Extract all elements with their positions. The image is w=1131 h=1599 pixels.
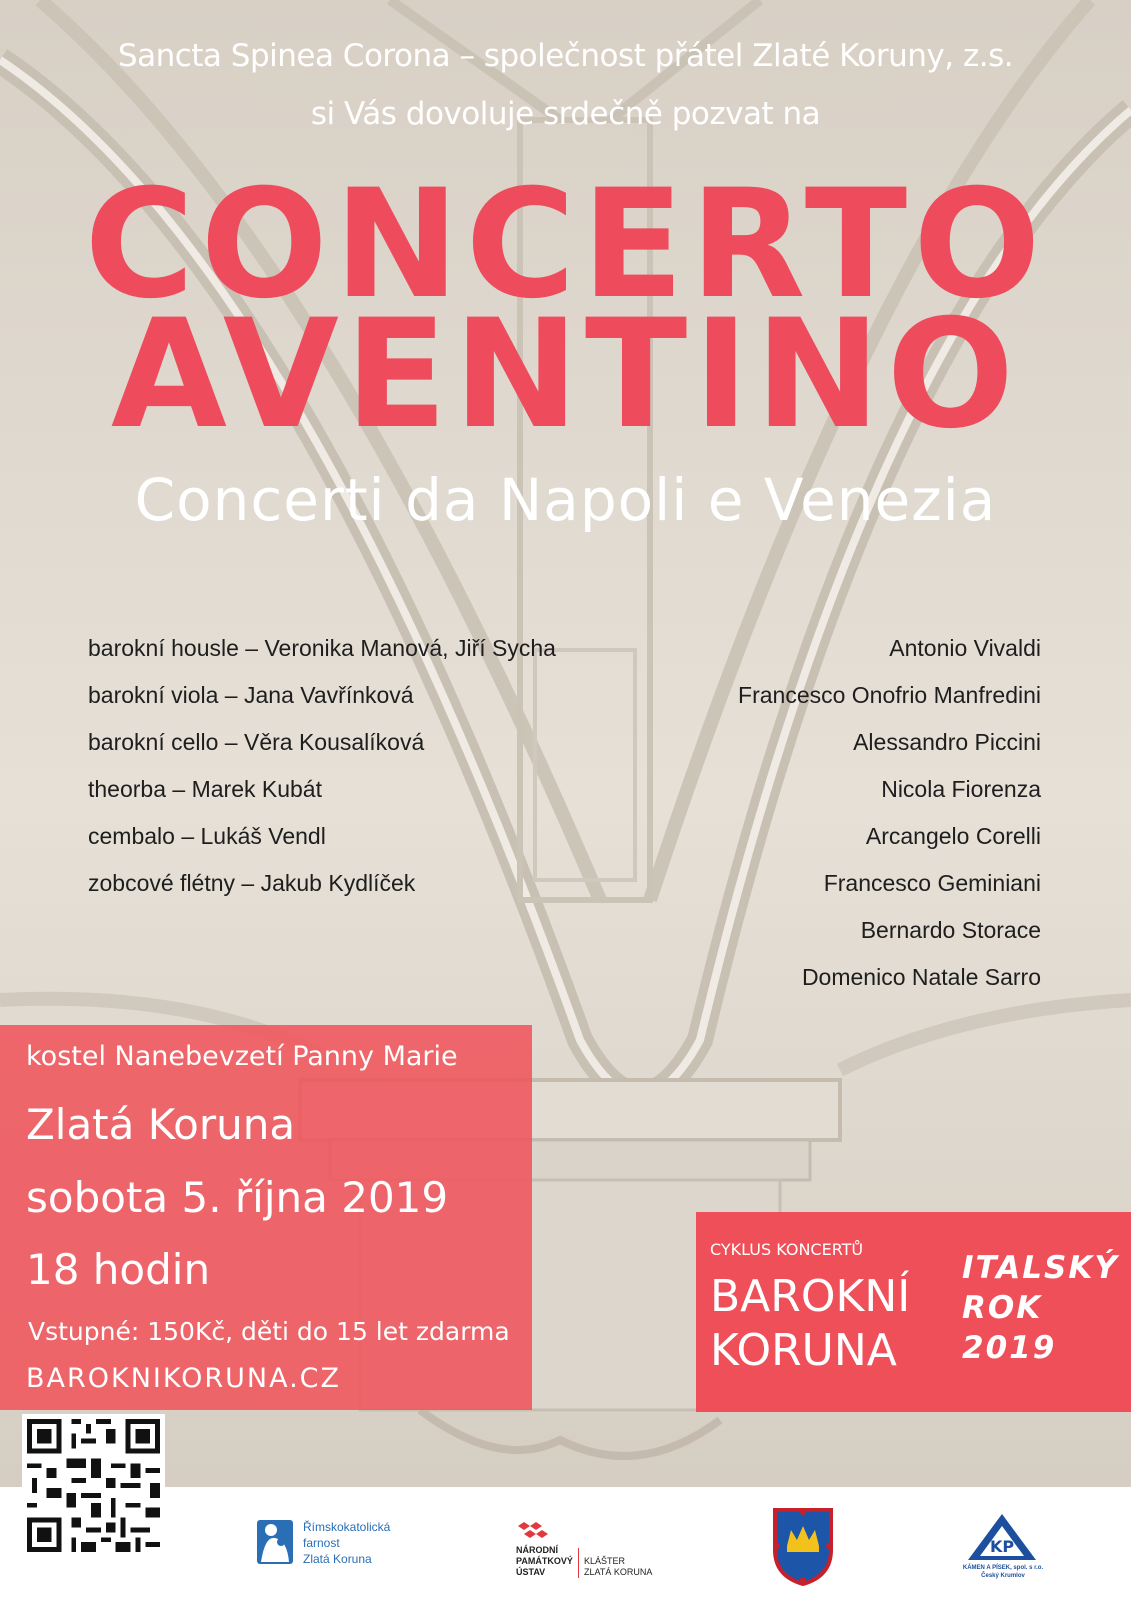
composers-list <box>738 632 1041 1008</box>
npu-name-line-3: ÚSTAV <box>516 1567 546 1577</box>
cycle-name-line-1: BAROKNÍ <box>710 1271 911 1322</box>
composer-item: Arcangelo Corelli <box>865 823 1041 849</box>
monastery-name-line-2: ZLATÁ KORUNA <box>584 1567 653 1577</box>
kamen-company: KÁMEN A PÍSEK, spol. s r.o. <box>962 1565 1044 1571</box>
performer-item: zobcové flétny – Jakub Kydlíček <box>88 870 416 896</box>
performer-item: theorba – Marek Kubát <box>88 776 322 802</box>
title-line-2: AVENTINO <box>110 288 1021 462</box>
performer-item: cembalo – Lukáš Vendl <box>88 823 326 849</box>
npu-logo <box>516 1520 554 1547</box>
event-time: 18 hodin <box>26 1245 211 1294</box>
performer-item: barokní housle – Veronika Manová, Jiří Sycha <box>88 635 556 661</box>
cycle-year-line-2: ROK <box>962 1290 1043 1326</box>
admission-info: Vstupné: 150Kč, děti do 15 let zdarma <box>28 1317 510 1346</box>
kamen-name <box>958 1564 1048 1580</box>
parish-name-line-3: Zlatá Koruna <box>303 1552 372 1566</box>
qr-code-icon[interactable] <box>22 1414 165 1557</box>
npu-logo-icon <box>516 1520 554 1542</box>
concert-cycle-box <box>696 1212 1131 1412</box>
coat-of-arms-logo <box>771 1506 835 1591</box>
venue-town: Zlatá Koruna <box>26 1100 296 1149</box>
venue-info-box <box>0 1025 532 1410</box>
composer-item: Francesco Onofrio Manfredini <box>738 682 1041 708</box>
website-link[interactable]: BAROKNIKORUNA.CZ <box>26 1363 341 1394</box>
title-line-1: CONCERTO <box>84 158 1047 332</box>
parish-name-line-1: Římskokatolická <box>303 1520 391 1534</box>
cycle-year-line-3: 2019 <box>962 1330 1057 1366</box>
madonna-icon <box>257 1520 293 1564</box>
cycle-label: CYKLUS KONCERTŮ <box>710 1240 864 1259</box>
composer-item: Antonio Vivaldi <box>889 635 1041 661</box>
kamen-city: Český Krumlov <box>981 1573 1025 1579</box>
parish-name <box>303 1519 390 1567</box>
performer-item: barokní viola – Jana Vavřínková <box>88 682 414 708</box>
cycle-year-theme <box>962 1248 1119 1368</box>
cycle-year-line-1: ITALSKÝ <box>962 1250 1119 1286</box>
npu-name <box>516 1545 573 1578</box>
npu-divider <box>578 1548 579 1578</box>
subtitle: Concerti da Napoli e Venezia <box>134 466 997 534</box>
kp-triangle-logo-icon <box>966 1512 1038 1562</box>
cycle-name-line-2: KORUNA <box>710 1325 897 1376</box>
composer-item: Domenico Natale Sarro <box>801 964 1041 990</box>
performers-list <box>88 632 556 914</box>
composer-item: Nicola Fiorenza <box>881 776 1041 802</box>
venue-church: kostel Nanebevzetí Panny Marie <box>26 1041 458 1072</box>
npu-name-line-2: PAMÁTKOVÝ <box>516 1556 573 1566</box>
composer-item: Alessandro Piccini <box>853 729 1041 755</box>
organizer-line: Sancta Spinea Corona – společnost přátel Zlaté Koruny, z.s. <box>117 38 1014 74</box>
composer-item: Francesco Geminiani <box>823 870 1041 896</box>
npu-name-line-1: NÁRODNÍ <box>516 1545 558 1555</box>
parish-logo <box>257 1520 293 1569</box>
crown-shield-icon <box>771 1506 835 1586</box>
monastery-name <box>584 1556 652 1578</box>
parish-name-line-2: farnost <box>303 1536 340 1550</box>
event-date: sobota 5. října 2019 <box>26 1173 449 1222</box>
performer-item: barokní cello – Věra Kousalíková <box>88 729 425 755</box>
kamen-logo <box>966 1512 1038 1567</box>
svg-text:KP: KP <box>989 1537 1015 1556</box>
sponsor-footer <box>0 1487 1131 1599</box>
invitation-line: si Vás dovoluje srdečně pozvat na <box>310 96 821 132</box>
cycle-name <box>710 1270 910 1378</box>
monastery-name-line-1: KLÁŠTER <box>584 1556 626 1566</box>
composer-item: Bernardo Storace <box>860 917 1041 943</box>
